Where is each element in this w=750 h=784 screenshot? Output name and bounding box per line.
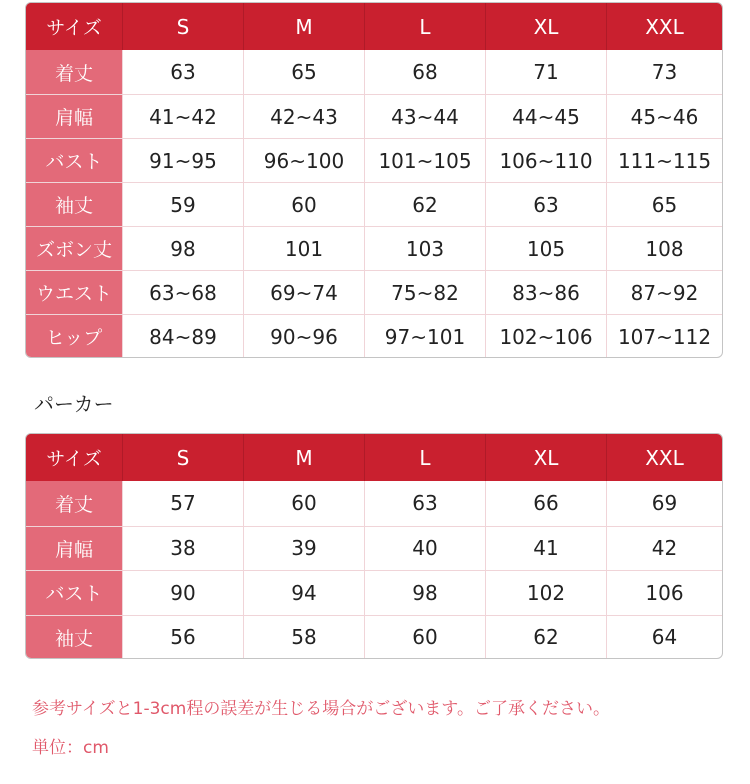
measurement-cell: 39 <box>243 527 364 571</box>
measurement-cell: 59 <box>122 183 243 226</box>
measurement-cell: 63 <box>122 50 243 94</box>
table-row <box>26 94 722 138</box>
table-row <box>26 138 722 182</box>
measurement-cell: 60 <box>243 481 364 526</box>
table-row <box>26 314 722 358</box>
measurement-cell: 75~82 <box>364 271 485 314</box>
unit-note: 単位：cm <box>32 738 109 758</box>
table-row <box>26 615 722 660</box>
header-row <box>26 3 722 50</box>
measurement-cell: 106 <box>606 571 722 615</box>
measurement-cell: 84~89 <box>122 315 243 358</box>
measurement-cell: 103 <box>364 227 485 270</box>
measurement-cell: 56 <box>122 616 243 660</box>
measurement-cell: 60 <box>243 183 364 226</box>
table-row <box>26 270 722 314</box>
measurement-cell: 63~68 <box>122 271 243 314</box>
measurement-cell: 64 <box>606 616 722 660</box>
measurement-cell: 43~44 <box>364 95 485 138</box>
row-label: バスト <box>26 571 122 615</box>
measurement-cell: 42 <box>606 527 722 571</box>
header-size-col: M <box>243 3 364 50</box>
measurement-cell: 60 <box>364 616 485 660</box>
measurement-cell: 71 <box>485 50 606 94</box>
size-disclaimer-note: 参考サイズと1-3cm程の誤差が生じる場合がございます。ご了承ください。 <box>32 699 610 719</box>
measurement-cell: 102~106 <box>485 315 606 358</box>
measurement-cell: 62 <box>485 616 606 660</box>
measurement-cell: 73 <box>606 50 722 94</box>
row-label: 袖丈 <box>26 183 122 226</box>
row-label: 着丈 <box>26 481 122 526</box>
measurement-cell: 69 <box>606 481 722 526</box>
row-label: 肩幅 <box>26 95 122 138</box>
measurement-cell: 62 <box>364 183 485 226</box>
header-size-col: L <box>364 3 485 50</box>
measurement-cell: 42~43 <box>243 95 364 138</box>
measurement-cell: 65 <box>243 50 364 94</box>
row-label: ヒップ <box>26 315 122 358</box>
measurement-cell: 90~96 <box>243 315 364 358</box>
measurement-cell: 45~46 <box>606 95 722 138</box>
measurement-cell: 57 <box>122 481 243 526</box>
header-size-col: XXL <box>606 3 722 50</box>
section-title-hoodie: パーカー <box>34 392 114 416</box>
table-row <box>26 570 722 615</box>
measurement-cell: 98 <box>122 227 243 270</box>
size-table-hoodie <box>25 433 723 659</box>
measurement-cell: 65 <box>606 183 722 226</box>
measurement-cell: 87~92 <box>606 271 722 314</box>
measurement-cell: 66 <box>485 481 606 526</box>
measurement-cell: 97~101 <box>364 315 485 358</box>
table-row <box>26 526 722 571</box>
header-size-col: S <box>122 434 243 481</box>
measurement-cell: 102 <box>485 571 606 615</box>
measurement-cell: 98 <box>364 571 485 615</box>
header-size-col: S <box>122 3 243 50</box>
measurement-cell: 83~86 <box>485 271 606 314</box>
measurement-cell: 58 <box>243 616 364 660</box>
measurement-cell: 101 <box>243 227 364 270</box>
table-row <box>26 182 722 226</box>
header-size-label: サイズ <box>26 3 122 50</box>
header-size-col: XL <box>485 434 606 481</box>
header-size-col: L <box>364 434 485 481</box>
header-size-col: M <box>243 434 364 481</box>
row-label: ウエスト <box>26 271 122 314</box>
row-label: 着丈 <box>26 50 122 94</box>
measurement-cell: 101~105 <box>364 139 485 182</box>
table-row <box>26 481 722 526</box>
measurement-cell: 40 <box>364 527 485 571</box>
measurement-cell: 107~112 <box>606 315 722 358</box>
header-size-col: XXL <box>606 434 722 481</box>
measurement-cell: 68 <box>364 50 485 94</box>
measurement-cell: 44~45 <box>485 95 606 138</box>
measurement-cell: 91~95 <box>122 139 243 182</box>
row-label: バスト <box>26 139 122 182</box>
measurement-cell: 90 <box>122 571 243 615</box>
measurement-cell: 63 <box>485 183 606 226</box>
measurement-cell: 96~100 <box>243 139 364 182</box>
header-row <box>26 434 722 481</box>
measurement-cell: 105 <box>485 227 606 270</box>
measurement-cell: 63 <box>364 481 485 526</box>
header-size-col: XL <box>485 3 606 50</box>
measurement-cell: 108 <box>606 227 722 270</box>
header-size-label: サイズ <box>26 434 122 481</box>
table-row <box>26 226 722 270</box>
measurement-cell: 94 <box>243 571 364 615</box>
size-table-main <box>25 2 723 358</box>
row-label: 肩幅 <box>26 527 122 571</box>
row-label: 袖丈 <box>26 616 122 660</box>
measurement-cell: 38 <box>122 527 243 571</box>
measurement-cell: 41 <box>485 527 606 571</box>
measurement-cell: 111~115 <box>606 139 722 182</box>
table-row <box>26 50 722 94</box>
measurement-cell: 106~110 <box>485 139 606 182</box>
measurement-cell: 69~74 <box>243 271 364 314</box>
row-label: ズボン丈 <box>26 227 122 270</box>
measurement-cell: 41~42 <box>122 95 243 138</box>
